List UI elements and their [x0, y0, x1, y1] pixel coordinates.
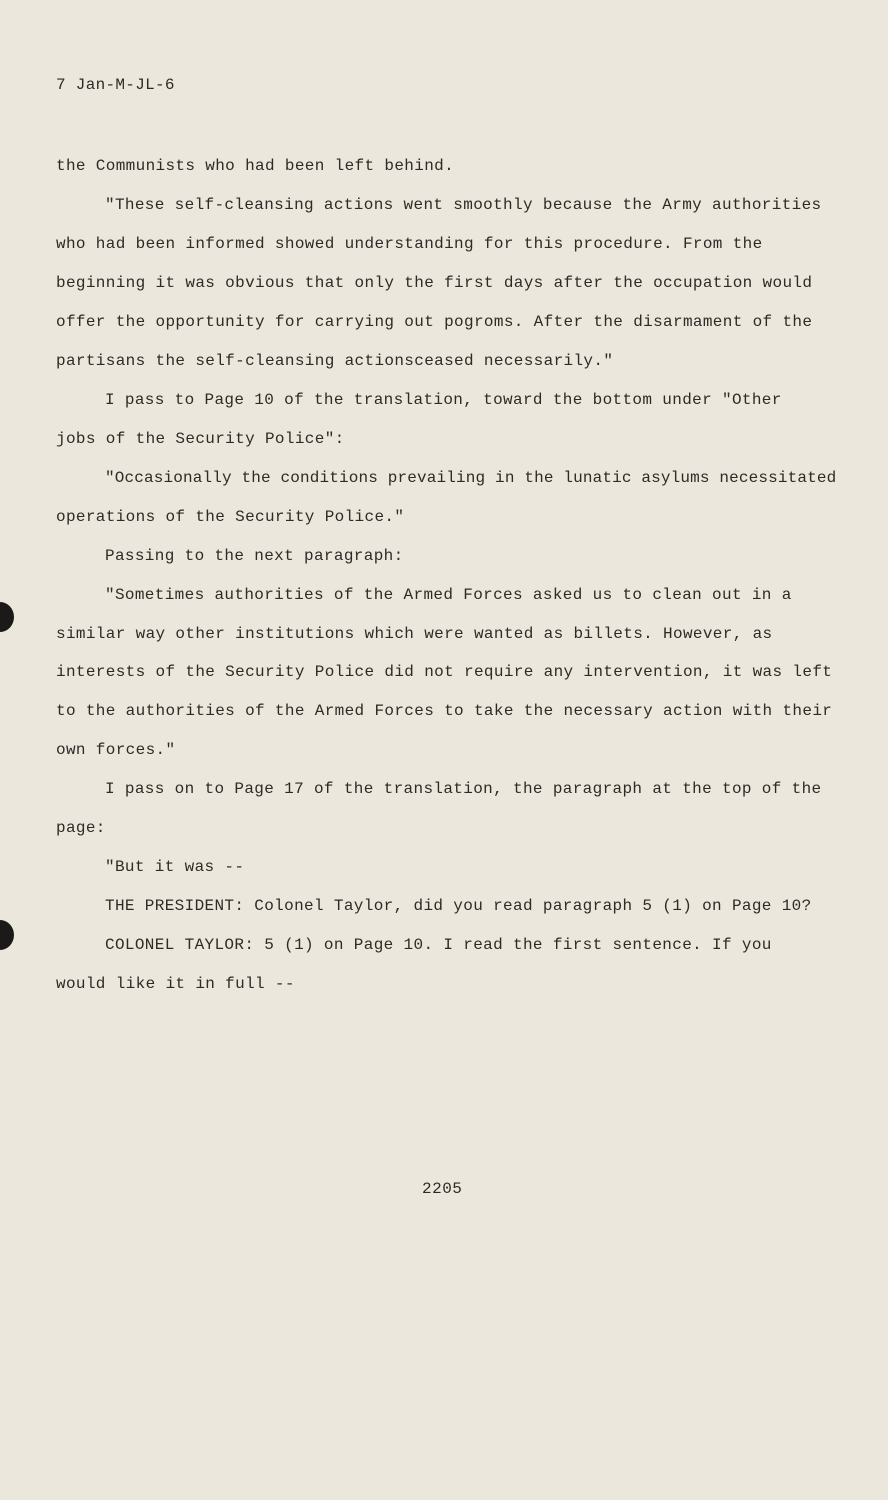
text-line: I pass to Page 10 of the translation, toward the bottom under "Other: [105, 391, 782, 409]
text-line: COLONEL TAYLOR: 5 (1) on Page 10. I read the first sentence. If you: [105, 936, 772, 954]
binder-hole-bottom: [0, 920, 14, 950]
text-line: similar way other institutions which were wanted as billets. However, as: [56, 625, 773, 643]
text-line: "Sometimes authorities of the Armed Forces asked us to clean out in a: [105, 586, 792, 604]
text-line: "Occasionally the conditions prevailing in the lunatic asylums necessitated: [105, 469, 837, 487]
text-line: operations of the Security Police.": [56, 508, 405, 526]
text-line: partisans the self-cleansing actionsceased necessarily.": [56, 352, 614, 370]
text-line: would like it in full --: [56, 975, 295, 993]
text-line: page:: [56, 819, 106, 837]
text-line: jobs of the Security Police":: [56, 430, 345, 448]
text-line: beginning it was obvious that only the first days after the occupation would: [56, 274, 813, 292]
text-line: the Communists who had been left behind.: [56, 157, 455, 175]
page-number: 2205: [422, 1180, 463, 1198]
text-line: who had been informed showed understanding for this procedure. From the: [56, 235, 763, 253]
text-line: Passing to the next paragraph:: [105, 547, 404, 565]
text-line: to the authorities of the Armed Forces to take the necessary action with their: [56, 702, 833, 720]
text-line: offer the opportunity for carrying out pogroms. After the disarmament of the: [56, 313, 813, 331]
text-line: I pass on to Page 17 of the translation, the paragraph at the top of the: [105, 780, 822, 798]
text-line: own forces.": [56, 741, 176, 759]
binder-hole-top: [0, 602, 14, 632]
text-line: "But it was --: [105, 858, 245, 876]
text-line: THE PRESIDENT: Colonel Taylor, did you read paragraph 5 (1) on Page 10?: [105, 897, 812, 915]
text-line: "These self-cleansing actions went smoothly because the Army authorities: [105, 196, 822, 214]
text-line: interests of the Security Police did not require any intervention, it was left: [56, 663, 833, 681]
document-id: 7 Jan-M-JL-6: [56, 76, 175, 94]
